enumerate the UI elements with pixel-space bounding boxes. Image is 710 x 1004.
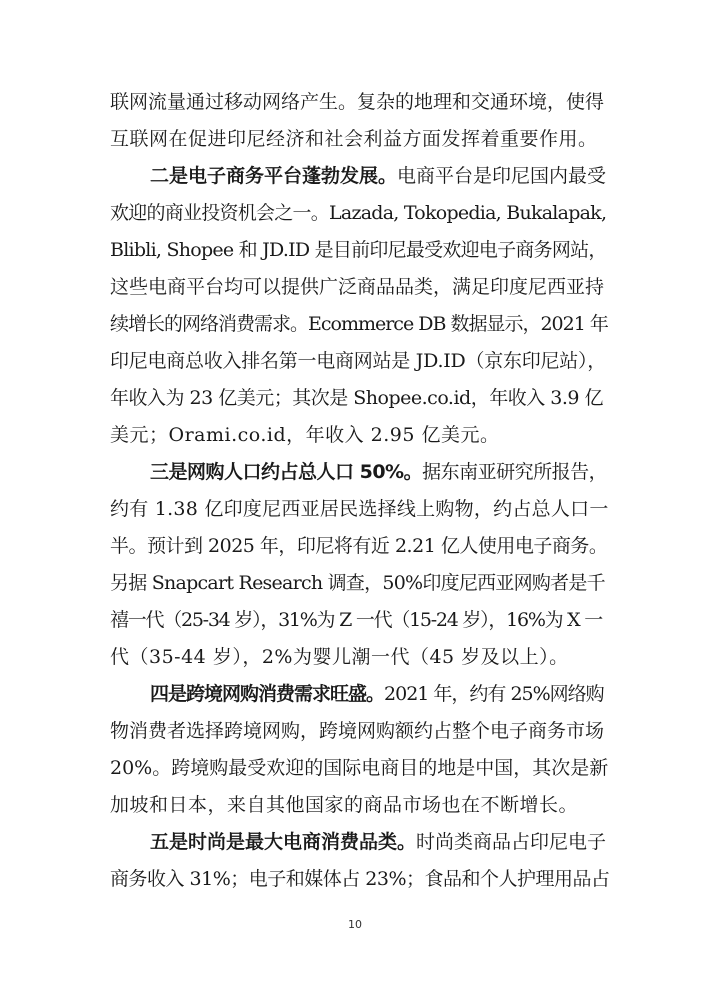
- paragraph-heading-line: 二是电子商务平台蓬勃发展。电商平台是印尼国内最受: [150, 165, 607, 187]
- paragraph-heading-line: 三是网购人口约占总人口 50%。据东南亚研究所报告，: [150, 461, 608, 483]
- text-line: 这些电商平台均可以提供广泛商品品类，满足印度尼西亚持: [110, 276, 605, 298]
- text-line: 加坡和日本，来自其他国家的商品市场也在不断增长。: [110, 794, 579, 816]
- text-line: 半。预计到 2025 年，印尼将有近 2.21 亿人使用电子商务。: [110, 535, 608, 557]
- paragraph-heading: 三是网购人口约占总人口 50%。: [150, 461, 423, 483]
- text-line: 印尼电商总收入排名第一电商网站是 JD.ID（京东印尼站），: [110, 350, 606, 372]
- text-line: 20%。跨境购最受欢迎的国际电商目的地是中国，其次是新: [110, 757, 609, 779]
- text-line: 代（35-44 岁），2%为婴儿潮一代（45 岁及以上）。: [110, 646, 569, 668]
- text-line: 商务收入 31%；电子和媒体占 23%；食品和个人护理用品占: [110, 868, 610, 890]
- text-line: 欢迎的商业投资机会之一。Lazada, Tokopedia, Bukalapak,: [110, 202, 607, 224]
- text-line: Blibli, Shopee 和 JD.ID 是目前印尼最受欢迎电子商务网站，: [110, 239, 607, 261]
- paragraph-heading: 四是跨境网购消费需求旺盛。: [150, 683, 385, 705]
- paragraph-heading-line: 四是跨境网购消费需求旺盛。2021 年，约有 25%网络购: [150, 683, 604, 705]
- text-line: 禧一代（25-34 岁），31%为 Z 一代（15-24 岁），16%为 X 一: [110, 609, 602, 631]
- text-line: 续增长的网络消费需求。Ecommerce DB 数据显示，2021 年: [110, 313, 608, 335]
- page-number: 10: [348, 918, 362, 931]
- text-line: 物消费者选择跨境网购，跨境网购额约占整个电子商务市场: [110, 720, 605, 742]
- text-line: 约有 1.38 亿印度尼西亚居民选择线上购物，约占总人口一: [110, 498, 609, 520]
- text-line: 联网流量通过移动网络产生。复杂的地理和交通环境，使得: [110, 91, 605, 113]
- text-line: 年收入为 23 亿美元；其次是 Shopee.co.id，年收入 3.9 亿: [110, 387, 603, 409]
- text-line: 美元；Orami.co.id，年收入 2.95 亿美元。: [110, 424, 500, 446]
- text-line: 互联网在促进印尼经济和社会利益方面发挥着重要作用。: [110, 128, 598, 150]
- paragraph-heading-line: 五是时尚是最大电商消费品类。时尚类商品占印尼电子: [150, 831, 607, 853]
- paragraph-heading: 五是时尚是最大电商消费品类。: [150, 831, 417, 853]
- paragraph-heading: 二是电子商务平台蓬勃发展。: [150, 165, 398, 187]
- text-line: 另据 Snapcart Research 调查，50%印度尼西亚网购者是千: [110, 572, 605, 594]
